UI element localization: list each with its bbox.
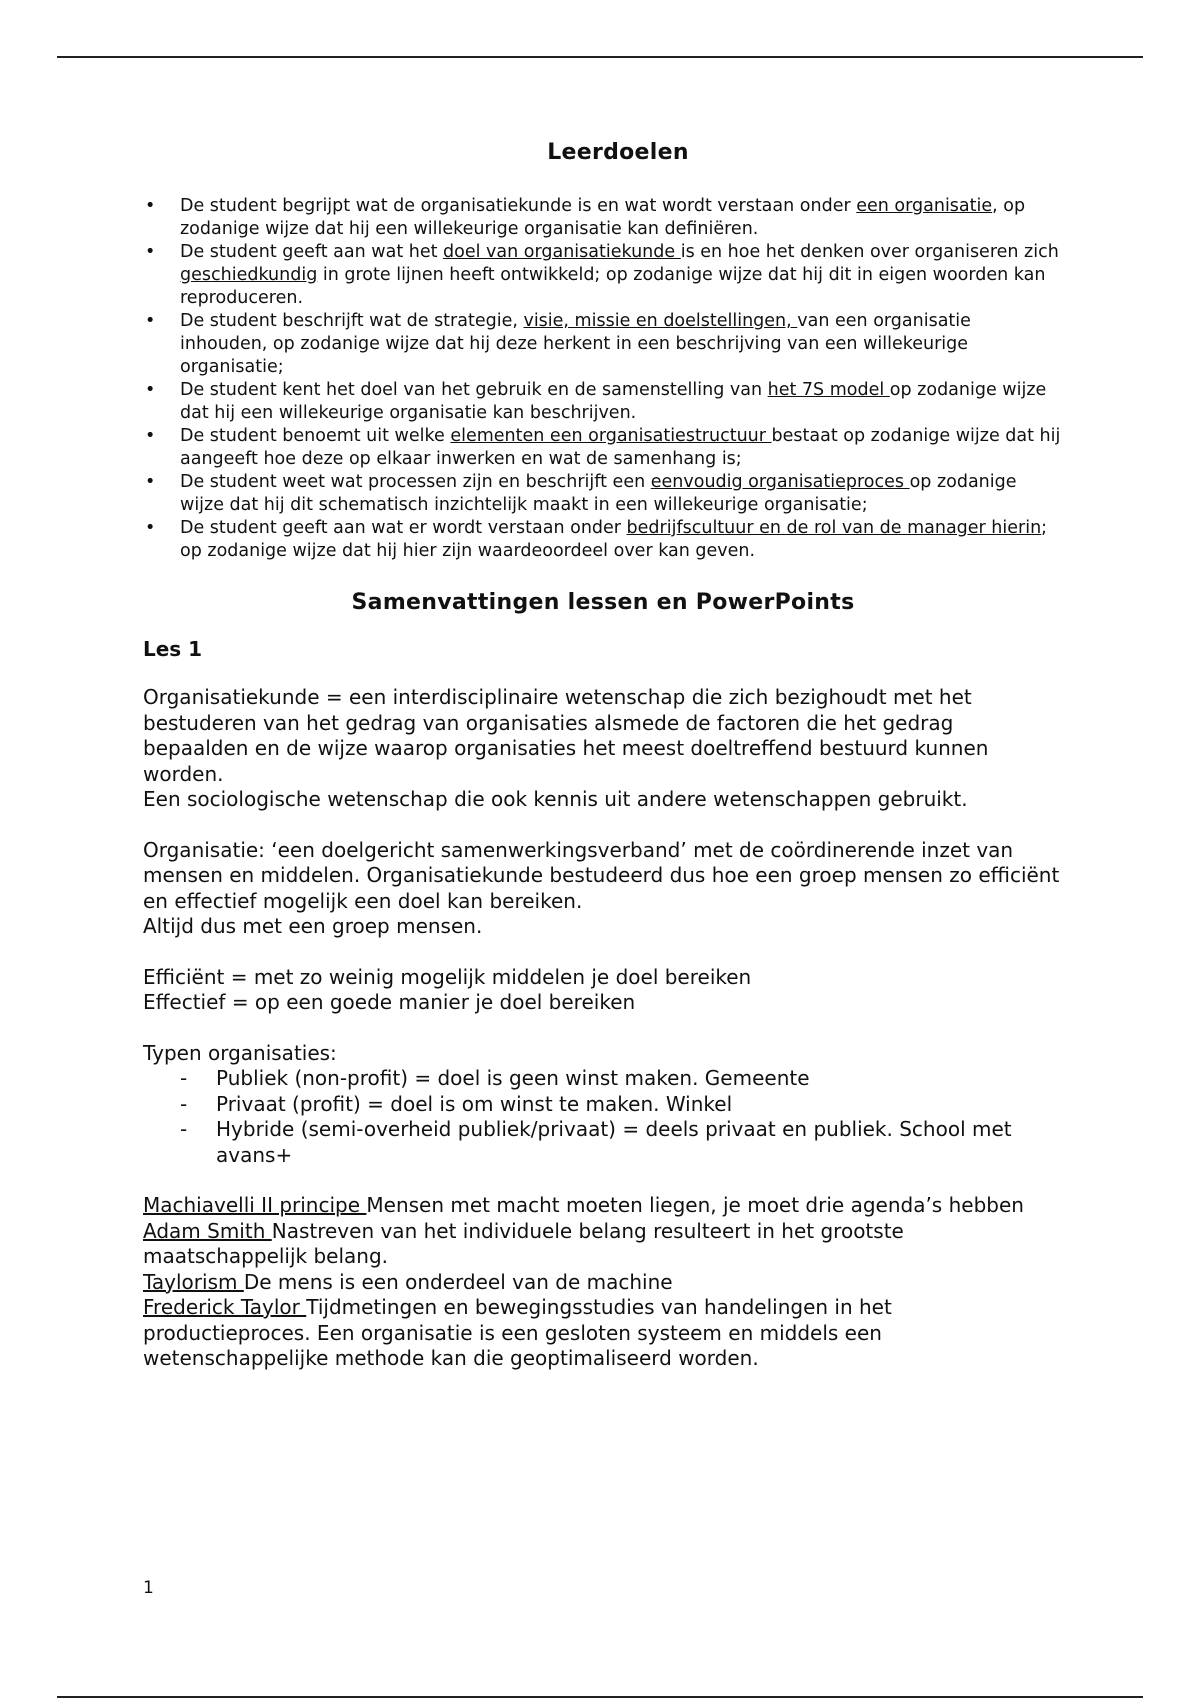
goal-text: van een organisatie inhouden, op zodanige wijze dat hij deze herkent in een beschrijving van een willekeurige organisatie;	[180, 311, 971, 377]
goal-underlined-term: visie, missie en doelstellingen,	[523, 311, 798, 331]
list-item	[143, 195, 1063, 241]
goal-underlined-term: geschiedkundig	[180, 265, 318, 285]
page-content	[143, 140, 1063, 1372]
definition-term: Frederick Taylor	[143, 1295, 307, 1319]
definition	[143, 1193, 1063, 1219]
goal-text: ; op zodanige wijze dat hij hier zijn waardeoordeel over kan geven.	[180, 518, 1048, 561]
list-item	[143, 310, 1063, 379]
paragraph: Altijd dus met een groep mensen.	[143, 914, 483, 938]
definition-text: Tijdmetingen en bewegingsstudies van handelingen in het productieproces. Een organisatie is een gesloten systeem en middels een wetenschappelijke methode kan die geoptimaliseerd worden.	[143, 1295, 892, 1370]
goal-text: De student geeft aan wat er wordt verstaan onder	[180, 518, 627, 538]
goal-underlined-term: eenvoudig organisatieproces	[650, 472, 910, 492]
definition-text: Nastreven van het individuele belang resulteert in het grootste maatschappelijk belang.	[143, 1218, 904, 1268]
goal-text: is en hoe het denken over organiseren zich	[680, 242, 1059, 262]
list-item	[143, 425, 1063, 471]
page-title: Leerdoelen	[547, 140, 689, 165]
paragraph: Een sociologische wetenschap die ook kennis uit andere wetenschappen gebruikt.	[143, 787, 968, 811]
definition	[143, 1219, 1063, 1270]
goal-text: in grote lijnen heeft ontwikkeld; op zodanige wijze dat hij dit in eigen woorden kan reproduceren.	[180, 265, 1046, 308]
goal-underlined-term: elementen een organisatiestructuur	[450, 426, 772, 446]
paragraph: Organisatiekunde = een interdisciplinaire wetenschap die zich bezighoudt met het bestuderen van het gedrag van organisaties alsmede de factoren die het gedrag bepaalden en de wijze waarop organisaties het meest doeltreffend bestuurd kunnen worden.	[143, 685, 989, 786]
list-item	[143, 471, 1063, 517]
definition	[143, 1270, 1063, 1296]
lesson-body	[143, 685, 1063, 1372]
definition-text: De mens is een onderdeel van de machine	[243, 1269, 673, 1294]
goal-text: De student kent het doel van het gebruik en de samenstelling van	[180, 380, 768, 400]
list-item: - Privaat (profit) = doel is om winst te maken. Winkel	[143, 1092, 1063, 1118]
goal-underlined-term: bedrijfscultuur en de rol van de manager hierin	[626, 518, 1042, 538]
goal-underlined-term: een organisatie	[856, 196, 993, 216]
goal-text: De student beschrijft wat de strategie,	[180, 311, 524, 331]
list-item: - Publiek (non-profit) = doel is geen winst maken. Gemeente	[143, 1066, 1063, 1092]
page-number: 1	[143, 1578, 154, 1598]
goal-text: De student geeft aan wat het	[180, 242, 444, 262]
paragraph: Effectief = op een goede manier je doel bereiken	[143, 990, 636, 1014]
list-item	[143, 517, 1063, 563]
list-item	[143, 379, 1063, 425]
goal-text: bestaat op zodanige wijze dat hij aangeeft hoe deze op elkaar inwerken en wat de samenhang is;	[180, 426, 1061, 469]
paragraph: Organisatie: ‘een doelgericht samenwerkingsverband’ met de coördinerende inzet van mensen en middelen. Organisatiekunde bestudeerd dus hoe een groep mensen zo efficiënt en effectief mogelijk een doel kan bereiken.	[143, 837, 1060, 913]
list-item	[143, 241, 1063, 310]
goal-text: , op zodanige wijze dat hij een willekeurige organisatie kan definiëren.	[180, 196, 1026, 239]
header-rule	[57, 56, 1143, 58]
goal-underlined-term: het 7S model	[767, 380, 890, 400]
definition-text: Mensen met macht moeten liegen, je moet drie agenda’s hebben	[366, 1193, 1024, 1217]
learning-goals-list	[143, 195, 1063, 563]
definition	[143, 1295, 1063, 1372]
paragraph: Typen organisaties:	[143, 1040, 337, 1065]
definition-term: Adam Smith	[143, 1218, 272, 1243]
paragraph: Efficiënt = met zo weinig mogelijk middelen je doel bereiken	[143, 964, 752, 989]
goal-text: op zodanige wijze dat hij dit schematisch inzichtelijk maakt in een willekeurige organisatie;	[180, 472, 1017, 515]
section-title: Samenvattingen lessen en PowerPoints	[351, 590, 855, 615]
lesson-title: Les 1	[143, 637, 203, 661]
footer-rule	[57, 1696, 1143, 1698]
goal-text: De student begrijpt wat de organisatiekunde is en wat wordt verstaan onder	[180, 196, 857, 216]
goal-underlined-term: doel van organisatiekunde	[443, 242, 681, 262]
list-item: - Hybride (semi-overheid publiek/privaat) = deels privaat en publiek. School met avans+	[143, 1117, 1063, 1168]
org-types-list	[143, 1066, 1063, 1168]
goal-text: De student weet wat processen zijn en beschrijft een	[180, 472, 651, 492]
definition-term: Taylorism	[143, 1269, 244, 1294]
goal-text: op zodanige wijze dat hij een willekeurige organisatie kan beschrijven.	[180, 380, 1047, 423]
goal-text: De student benoemt uit welke	[180, 426, 451, 446]
definition-term: Machiavelli II principe	[143, 1193, 367, 1217]
